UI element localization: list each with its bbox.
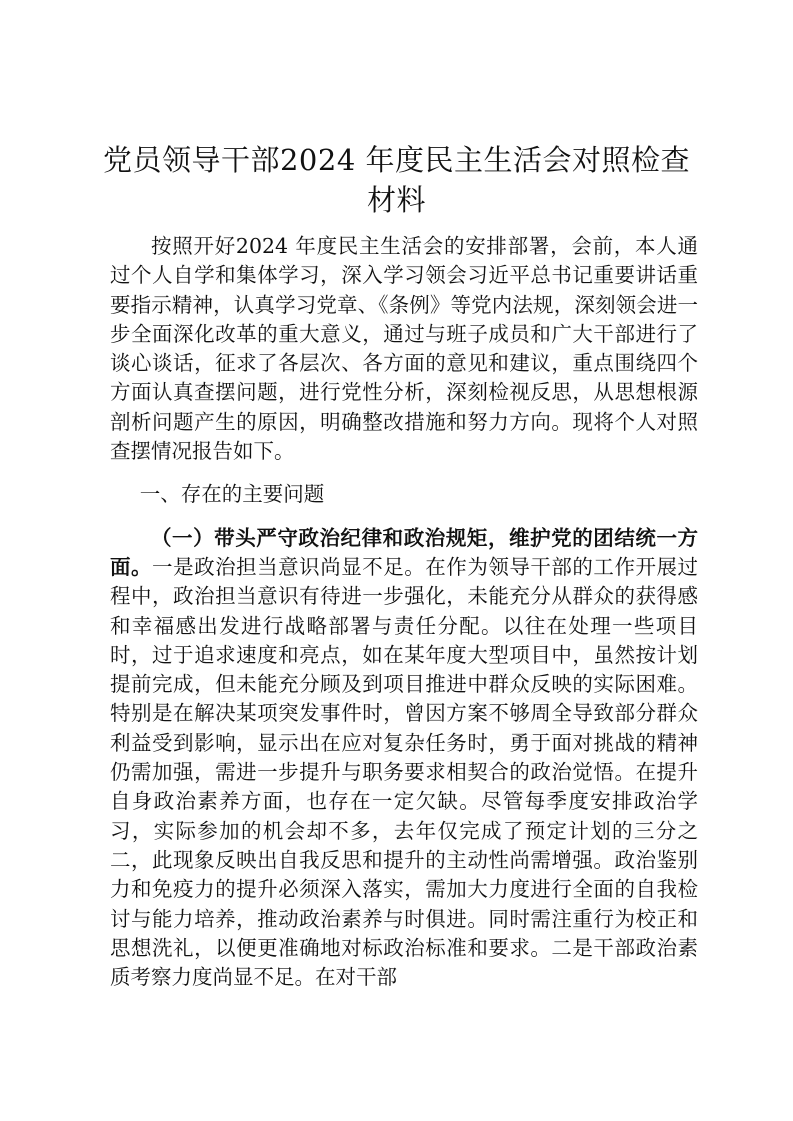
- subsection-paragraph: [110, 524, 698, 993]
- document-body: [110, 232, 698, 992]
- section-heading: 一、存在的主要问题: [139, 482, 325, 507]
- intro-paragraph: 按照开好2024 年度民主生活会的安排部署，会前，本人通过个人自学和集体学习，深入学习领会习近平总书记重要讲话重要指示精神，认真学习党章、《条例》等党内法规，深刻领会进一步全面深化改革的重大意义，通过与班子成员和广大干部进行了谈心谈话，征求了各层次、各方面的意见和建议，重点围绕四个方面认真查摆问题，进行党性分析，深刻检视反思，从思想根源剖析问题产生的原因，明确整改措施和努力方向。现将个人对照查摆情况报告如下。: [110, 234, 698, 464]
- subsection-lead: （一）带头严守政治纪律和政治规矩，维护党的团结统一方面。: [110, 525, 698, 579]
- document-title: 党员领导干部2024 年度民主生活会对照检查材料: [102, 143, 691, 217]
- subsection-body: 一是政治担当意识尚显不足。在作为领导干部的工作开展过程中，政治担当意识有待进一步强化，未能充分从群众的获得感和幸福感出发进行战略部署与责任分配。以往在处理一些项目时，过于追求速度和亮点，如在某年度大型项目中，虽然按计划提前完成，但未能充分顾及到项目推进中群众反映的实际困难。特别是在解决某项突发事件时，曾因方案不够周全导致部分群众利益受到影响，显示出在应对复杂任务时，勇于面对挑战的精神仍需加强，需进一步提升与职务要求相契合的政治觉悟。在提升自身政治素养方面，也存在一定欠缺。尽管每季度安排政治学习，实际参加的机会却不多，去年仅完成了预定计划的三分之二，此现象反映出自我反思和提升的主动性尚需增强。政治鉴别力和免疫力的提升必须深入落实，需加大力度进行全面的自我检讨与能力培养，推动政治素养与时俱进。同时需注重行为校正和思想洗礼，以便更准确地对标政治标准和要求。二是干部政治素质考察力度尚显不足。在对干部: [110, 554, 699, 990]
